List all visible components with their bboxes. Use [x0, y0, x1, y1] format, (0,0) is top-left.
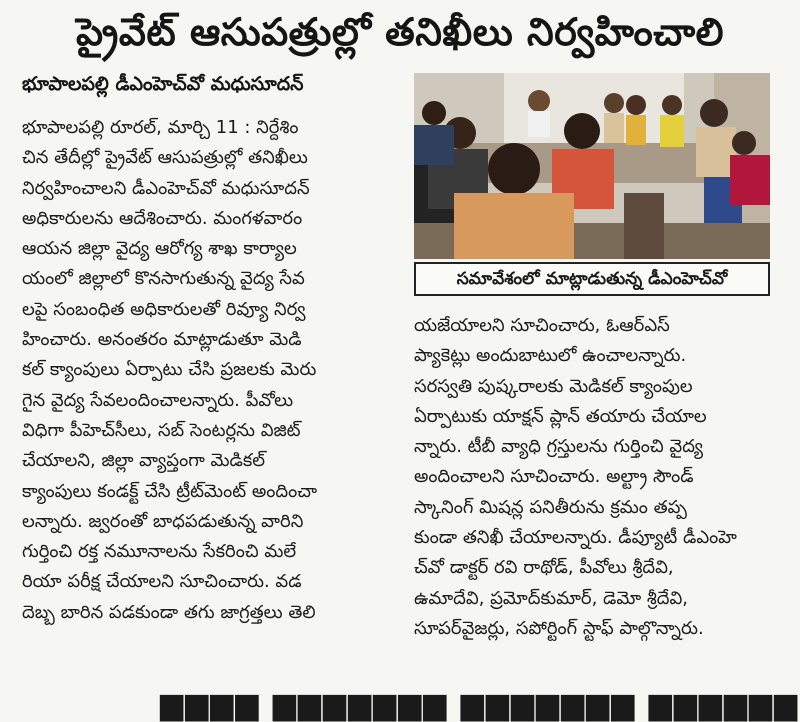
article-line: అందించాలని సూచించారు. అల్ట్రా సౌండ్	[414, 466, 694, 488]
article-line: చిన తేదీల్లో ప్రైవేట్ ఆసుపత్రుల్లో తనిఖీలు	[22, 147, 308, 169]
article-line: గుర్తించి రక్త నమూనాలను సేకరించి మలే	[22, 541, 297, 563]
article-line: కుండా తనిఖీ చేయాలన్నారు. డీప్యూటీ డీఎంహె	[414, 527, 737, 549]
article-line: ఉమాదేవి, ప్రమోద్‌కుమార్, డెమో శ్రీదేవి,	[414, 587, 689, 609]
article-line: సరస్వతి పుష్కరాలకు మెడికల్ క్యాంపుల	[414, 375, 693, 397]
article-line: ప్యాకెట్లు అందుబాటులో ఉంచాలన్నారు.	[414, 345, 687, 367]
article-column-left	[22, 113, 402, 628]
article-line: క్యాంపులు కండక్ట్ చేసి ట్రీట్‌మెంట్ అందించా	[22, 480, 318, 502]
article-column-right	[414, 311, 774, 644]
article-line: నిర్వహించాలని డీఎంహెచ్‌వో మధుసూదన్	[22, 177, 310, 199]
article-line: రియా పరీక్ష చేయాలని సూచించారు. వడ	[22, 571, 302, 593]
next-headline-fragment: ▆▆▆▆ ▆▆▆▆▆▆▆ ▆▆▆▆▆▆▆ ▆▆▆▆▆▆	[160, 687, 800, 722]
article-line: లన్నారు. జ్వరంతో బాధపడుతున్న వారిని	[22, 510, 304, 532]
article-line: సూపర్‌వైజర్లు, సపోర్టింగ్ స్టాఫ్ పాల్గొన్నారు.	[414, 617, 704, 639]
article-line: అధికారులను ఆదేశించారు. మంగళవారం	[22, 207, 303, 229]
article-line: కల్ క్యాంపులు ఏర్పాటు చేసి ప్రజలకు మెరు	[22, 359, 317, 381]
article-line: ఏర్పాటుకు యాక్షన్ ప్లాన్ తయారు చేయాల	[414, 405, 707, 427]
article-line: హించారు. అనంతరం మాట్లాడుతూ మెడి	[22, 329, 302, 351]
article-line: గైన వైద్య సేవలందించాలన్నారు. పీవోలు	[22, 389, 294, 411]
article-line: స్కానింగ్ మిషన్ల పనితీరును క్రమం తప్ప	[414, 496, 687, 518]
news-photo	[414, 73, 770, 259]
meeting-photo-illustration	[414, 73, 770, 259]
article-line: యజేయాలని సూచించారు, ఓఆర్‌ఎస్	[414, 315, 670, 336]
article-line: చ్‌వో డాక్టర్ రవి రాథోడ్, పీవోలు శ్రీదేవి,	[414, 557, 674, 579]
article-line: న్నారు. టీబీ వ్యాధి గ్రస్తులను గుర్తించి వైద్య	[414, 436, 704, 458]
article-line: విధిగా పీహెచ్‌సీలు, సబ్ సెంటర్లను విజిట్	[22, 419, 301, 441]
article-line: యంలో జిల్లాలో కొనసాగుతున్న వైద్య సేవ	[22, 268, 305, 290]
article-line: భూపాలపల్లి రూరల్, మార్చి 11 : నిర్దేశిం	[22, 117, 299, 138]
article-line: దెబ్బ బారిన పడకుండా తగు జాగ్రత్తలు తెలి	[22, 601, 316, 623]
headline: ప్రైవేట్ ఆసుపత్రుల్లో తనిఖీలు నిర్వహించాలి	[75, 10, 725, 54]
byline: భూపాలపల్లి డీఎంహెచ్‌వో మధుసూదన్	[22, 73, 304, 95]
article-line: చేయాలని, జిల్లా వ్యాప్తంగా మెడికల్	[22, 450, 266, 472]
next-headline-cropped	[160, 684, 800, 722]
article-line: లపై సంబంధిత అధికారులతో రివ్యూ నిర్వ	[22, 298, 306, 320]
photo-caption: సమావేశంలో మాట్లాడుతున్న డీఎంహెచ్‌వో	[414, 262, 770, 296]
article-line: ఆయన జిల్లా వైద్య ఆరోగ్య శాఖ కార్యాల	[22, 238, 297, 260]
